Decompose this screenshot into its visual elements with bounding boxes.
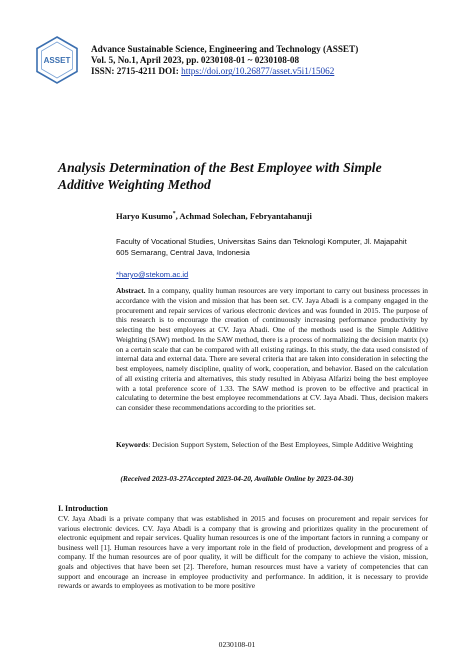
paper-title: Analysis Determination of the Best Employee with Simple Additive Weighting Method [58,160,382,192]
affiliation: Faculty of Vocational Studies, Universitas Sains dan Teknologi Komputer, Jl. Majapahit 605 Semarang, Central Java, Indonesia [116,237,407,257]
journal-name: Advance Sustainable Science, Engineering and Technology (ASSET) [91,44,359,54]
author-list [116,211,312,221]
received-dates: (Received 2023-03-27Accepted 2023-04-20, Available Online by 2023-04-30) [120,474,354,483]
abstract-label: Abstract. [116,286,146,295]
section-heading-introduction: I. Introduction [58,504,108,513]
keywords-text: : Decision Support System, Selection of the Best Employees, Simple Additive Weighting [148,440,413,449]
introduction-text: CV. Jaya Abadi is a private company that was established in 2015 and focuses on procurement and repair services for various electronic devices. CV. Jaya Abadi is a company that is growing and prioritizes quality in the procurement of electronic equipment and repair services. Quality human resources is one of the important factors in running a company or business well [1]. Human resources have a very important role in the field of production, development and progress of a company. If the human resources are of poor quality, it will be difficult for the company to achieve the vision, mission, goals and objectives that have been set [2]. Therefore, human resources must have a variety of competencies that can support and encourage an increase in employee productivity and performance. In addition, it is necessary to provide rewards or awards to employees as motivation to be more positive [58,514,428,591]
contact-email [116,270,188,279]
logo-text: ASSET [43,56,71,65]
journal-volume: Vol. 5, No.1, April 2023, pp. 0230108-01 ~ 0230108-08 [91,55,300,66]
corresponding-marker: * [172,211,176,218]
co-authors: , Achmad Solechan, Febryantahanuji [175,211,312,221]
journal-logo [33,36,81,84]
journal-issn-doi [91,66,451,77]
keywords-label: Keywords [116,440,149,449]
page-number: 0230108-01 [218,640,256,649]
doi-link[interactable]: https://doi.org/10.26877/asset.v5i1/15062 [181,66,335,77]
corresponding-author: Haryo Kusumo [116,211,173,221]
abstract-text: In a company, quality human resources are very important to carry out business processes in accordance with the vision and mission that has been set. CV. Jaya Abadi is a company engaged in the procurement and repair services of various electronic devices and was founded in 2015. The purpose of this research is to encourage the creation of continuously increasing performance productivity by selecting the best employees at CV. Jaya Abadi. One of the methods used is the Simple Additive Weighting (SAW) method. In the SAW method, there is a process of normalizing the decision matrix (x) on a certain scale that can be compared with all existing ratings. In this study, the data used consisted of internal data and external data. There are several criteria that are taken into consideration in selecting the best employees, namely discipline, quality of work, cooperation, and behavior. Based on the calculation of all existing criteria and alternatives, this study resulted in Abiyasa Alfarizi being the best employee with a total preference score of 1.33. The SAW method is proven to be effective and practical in calculating to determine the best employee recommendations at CV. Jaya Abadi. Thus, decision makers can consider these recommendations according to the priorities set. [116,286,428,412]
issn-text: ISSN: 2715-4211 DOI: [91,66,182,77]
email-link[interactable]: *haryo@stekom.ac.id [116,270,189,279]
keywords [116,440,428,450]
journal-header [91,44,451,78]
abstract [116,286,428,413]
